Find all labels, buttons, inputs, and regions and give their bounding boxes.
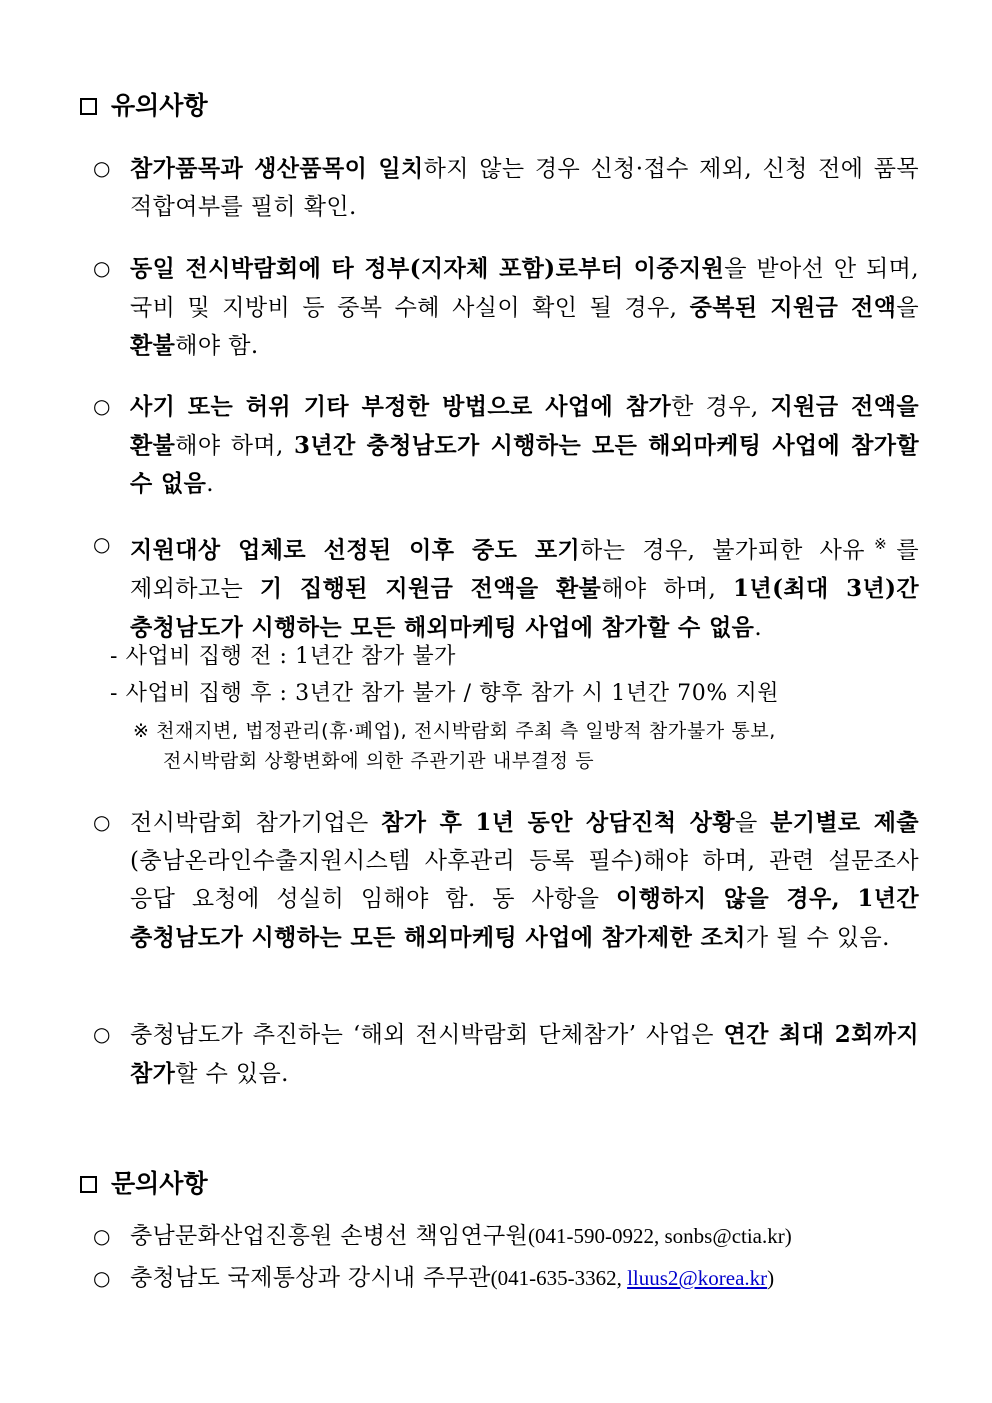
circle-bullet-icon: ○	[93, 256, 111, 280]
circle-bullet-icon: ○	[93, 810, 111, 834]
contact-1-info: (041-590-0922, sonbs@ctia.kr)	[528, 1224, 792, 1248]
notice-item-6	[93, 1016, 919, 1093]
section-title-inquiry-label: 문의사항	[111, 1169, 208, 1198]
contact-line-2	[93, 1260, 919, 1296]
notice-item-3-text: 사기 또는 허위 기타 부정한 방법으로 사업에 참가한 경우, 지원금 전액을 환불해야 하며, 3년간 충청남도가 시행하는 모든 해외마케팅 사업에 참가할 수 없음.	[130, 393, 919, 497]
contact-line-1	[93, 1218, 919, 1254]
notice-item-5-text: 전시박람회 참가기업은 참가 후 1년 동안 상담진척 상황을 분기별로 제출(충남온라인수출지원시스템 사후관리 등록 필수)해야 하며, 관련 설문조사 응답 요청에 성실히 임해야 함. 동 사항을 이행하지 않을 경우, 1년간 충청남도가 시행하는 모든 해외마케팅 사업에 참가제한 조치가 될 수 있음.	[130, 809, 920, 951]
notice-item-1	[93, 150, 919, 226]
circle-bullet-icon: ○	[93, 1224, 111, 1248]
notice-item-2	[93, 250, 919, 366]
reference-note-line-1: ※ 천재지변, 법정관리(휴·폐업), 전시박람회 주최 측 일방적 참가불가 통보,	[133, 720, 776, 742]
section-title-inquiry	[80, 1168, 208, 1200]
circle-bullet-icon: ○	[93, 1266, 111, 1290]
notice-item-4	[93, 526, 919, 647]
circle-bullet-icon: ○	[93, 394, 111, 418]
notice-item-1-text: 참가품목과 생산품목이 일치하지 않는 경우 신청·접수 제외, 신청 전에 품목 적합여부를 필히 확인.	[130, 155, 919, 220]
notice-item-5	[93, 804, 919, 957]
email-link[interactable]: lluus2@korea.kr	[627, 1266, 768, 1290]
reference-note	[133, 716, 913, 776]
checkbox-square-icon	[80, 1176, 97, 1193]
budget-before-line: - 사업비 집행 전 : 1년간 참가 불가	[110, 644, 457, 669]
notice-item-3	[93, 388, 919, 504]
notice-item-6-text: 충청남도가 추진하는 ‘해외 전시박람회 단체참가’ 사업은 연간 최대 2회까지 참가할 수 있음.	[130, 1021, 919, 1087]
reference-note-line-2: 전시박람회 상황변화에 의한 주관기관 내부결정 등	[163, 750, 595, 772]
circle-bullet-icon: ○	[93, 156, 111, 180]
contact-1-name: 충남문화산업진흥원 손병선 책임연구원	[130, 1223, 529, 1249]
checkbox-square-icon	[80, 98, 97, 115]
budget-after-line: - 사업비 집행 후 : 3년간 참가 불가 / 향후 참가 시 1년간 70% 지원	[110, 681, 780, 706]
contact-2-close: )	[767, 1266, 775, 1290]
circle-bullet-icon: ○	[93, 1022, 111, 1046]
contact-2-name: 충청남도 국제통상과 강시내 주무관	[130, 1265, 491, 1291]
notice-item-4-text: 지원대상 업체로 선정된 이후 중도 포기하는 경우, 불가피한 사유※를 제외하고는 기 집행된 지원금 전액을 환불해야 하며, 1년(최대 3년)간 충청남도가 시행하는 모든 해외마케팅 사업에 참가할 수 없음.	[130, 535, 920, 641]
notice-item-2-text: 동일 전시박람회에 타 정부(지자체 포함)로부터 이중지원을 받아선 안 되며, 국비 및 지방비 등 중복 수혜 사실이 확인 될 경우, 중복된 지원금 전액을 환불해야 함.	[130, 255, 919, 359]
section-title-notes	[80, 90, 208, 122]
circle-bullet-icon: ○	[93, 532, 111, 556]
contact-2-phone: (041-635-3362,	[490, 1266, 628, 1290]
section-title-notes-label: 유의사항	[111, 91, 208, 120]
